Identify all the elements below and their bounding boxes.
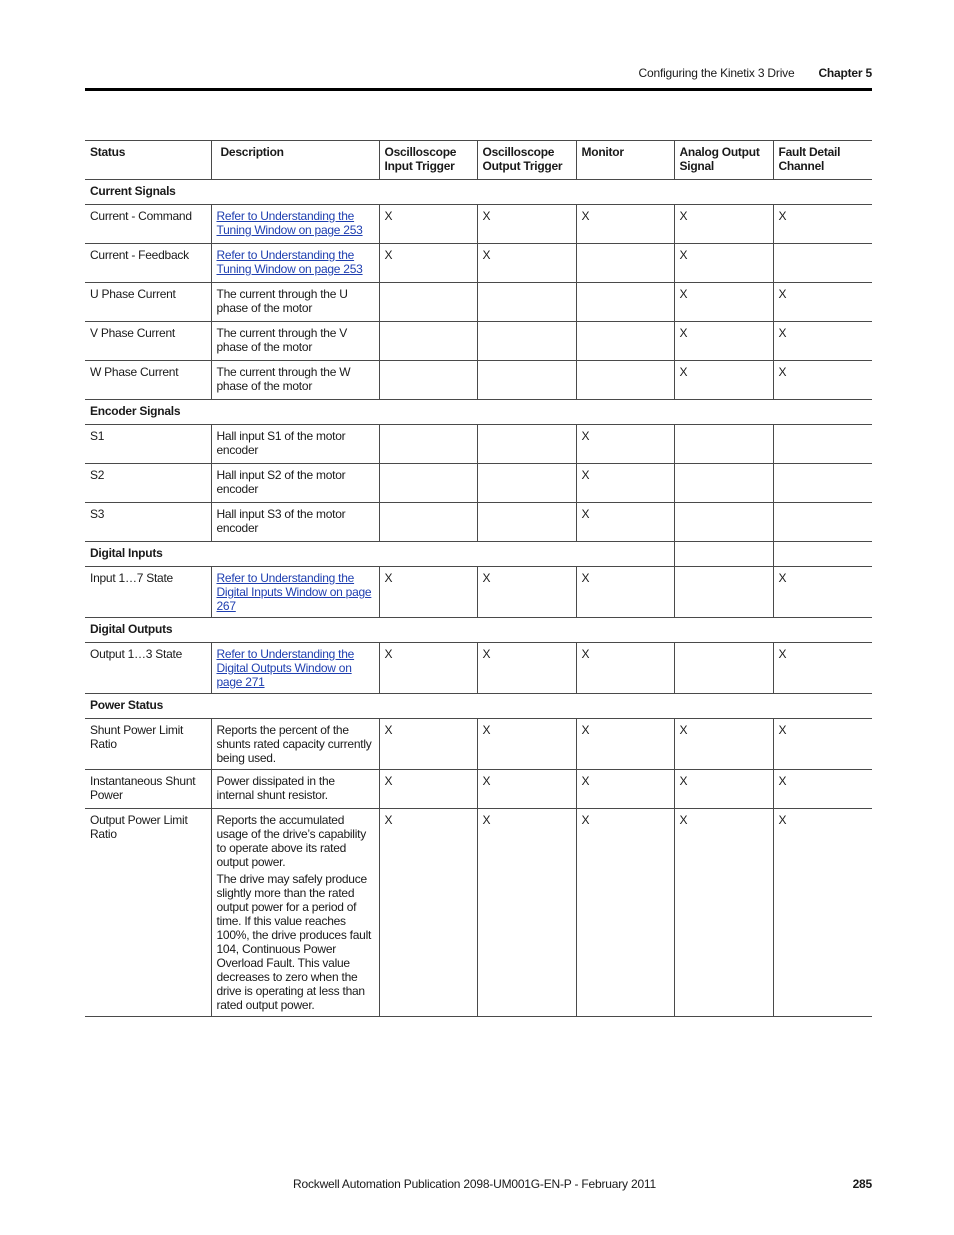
running-header — [639, 66, 872, 80]
table-row — [85, 244, 872, 283]
mark-cell — [477, 503, 576, 542]
mark-cell: X — [674, 809, 773, 1017]
mark-cell: X — [674, 322, 773, 361]
section-title: Digital Outputs — [85, 618, 872, 643]
mark-cell — [379, 503, 477, 542]
description-cell — [211, 244, 379, 283]
mark-cell — [477, 425, 576, 464]
status-cell: Input 1…7 State — [85, 567, 211, 618]
status-cell: S3 — [85, 503, 211, 542]
description-text: The drive may safely produce slightly more than the rated output power for a period of time. If this value reaches 100%, the drive produces fault 104, Continuous Power Overload Fault. This value decreases to zero when the drive is operating at less than rated output power. — [216, 872, 372, 1012]
reference-link[interactable]: Refer to Understanding the Tuning Window on page 253 — [216, 209, 363, 237]
description-cell — [211, 283, 379, 322]
mark-cell: X — [773, 719, 872, 770]
description-text: The current through the V phase of the motor — [216, 326, 347, 354]
mark-cell: X — [773, 361, 872, 400]
mark-cell: X — [477, 770, 576, 809]
status-cell: Current - Command — [85, 205, 211, 244]
description-cell — [211, 425, 379, 464]
mark-cell: X — [576, 425, 674, 464]
mark-cell — [379, 464, 477, 503]
description-cell — [211, 464, 379, 503]
status-cell: Output 1…3 State — [85, 643, 211, 694]
mark-cell: X — [477, 205, 576, 244]
mark-cell — [576, 283, 674, 322]
description-text: Reports the accumulated usage of the drive’s capability to operate above its rated output power. — [216, 813, 366, 869]
status-cell: S2 — [85, 464, 211, 503]
mark-cell: X — [379, 643, 477, 694]
description-text: Hall input S2 of the motor encoder — [216, 468, 346, 496]
column-header: Description — [211, 141, 379, 180]
description-cell — [211, 719, 379, 770]
mark-cell: X — [379, 719, 477, 770]
description-text: Hall input S1 of the motor encoder — [216, 429, 346, 457]
section-row — [85, 542, 872, 567]
table-row — [85, 567, 872, 618]
section-row — [85, 694, 872, 719]
table-row — [85, 770, 872, 809]
table-row — [85, 503, 872, 542]
mark-cell: X — [379, 567, 477, 618]
header-title: Configuring the Kinetix 3 Drive — [638, 66, 795, 80]
mark-cell: X — [477, 244, 576, 283]
page-number: 285 — [852, 1177, 872, 1191]
mark-cell: X — [379, 809, 477, 1017]
mark-cell — [674, 425, 773, 464]
status-cell: Shunt Power Limit Ratio — [85, 719, 211, 770]
signal-table — [85, 140, 872, 1017]
description-text: The current through the W phase of the motor — [216, 365, 351, 393]
status-cell: Instantaneous Shunt Power — [85, 770, 211, 809]
header-chapter: Chapter 5 — [818, 66, 872, 80]
description-cell — [211, 322, 379, 361]
section-row — [85, 180, 872, 205]
status-cell: U Phase Current — [85, 283, 211, 322]
mark-cell: X — [379, 205, 477, 244]
mark-cell — [773, 503, 872, 542]
mark-cell — [674, 567, 773, 618]
mark-cell: X — [773, 205, 872, 244]
mark-cell: X — [674, 205, 773, 244]
description-text: Power dissipated in the internal shunt resistor. — [216, 774, 335, 802]
mark-cell — [477, 361, 576, 400]
table-row — [85, 205, 872, 244]
mark-cell: X — [773, 643, 872, 694]
header-rule — [85, 88, 872, 91]
mark-cell — [674, 503, 773, 542]
mark-cell — [576, 322, 674, 361]
column-header: Oscilloscope Input Trigger — [379, 141, 477, 180]
page-header — [85, 0, 872, 92]
description-text: Hall input S3 of the motor encoder — [216, 507, 346, 535]
mark-cell: X — [379, 244, 477, 283]
status-cell: W Phase Current — [85, 361, 211, 400]
mark-cell: X — [773, 567, 872, 618]
description-cell — [211, 205, 379, 244]
mark-cell — [379, 361, 477, 400]
mark-cell — [674, 643, 773, 694]
description-cell — [211, 770, 379, 809]
column-header: Status — [85, 141, 211, 180]
reference-link[interactable]: Refer to Understanding the Digital Inputs Window on page 267 — [216, 571, 372, 613]
mark-cell — [674, 464, 773, 503]
mark-cell: X — [674, 361, 773, 400]
mark-cell: X — [576, 770, 674, 809]
table-row — [85, 322, 872, 361]
table-header-row — [85, 141, 872, 180]
column-header: Monitor — [576, 141, 674, 180]
mark-cell: X — [773, 322, 872, 361]
section-title: Power Status — [85, 694, 872, 719]
mark-cell — [773, 244, 872, 283]
mark-cell: X — [576, 205, 674, 244]
table-row — [85, 464, 872, 503]
description-cell — [211, 361, 379, 400]
mark-cell: X — [773, 283, 872, 322]
description-cell — [211, 809, 379, 1017]
mark-cell — [773, 425, 872, 464]
status-cell: Current - Feedback — [85, 244, 211, 283]
footer-publication: Rockwell Automation Publication 2098-UM001G-EN-P - February 2011 — [293, 1177, 656, 1191]
table-cell — [674, 542, 773, 567]
mark-cell: X — [576, 567, 674, 618]
table-cell — [773, 542, 872, 567]
section-row — [85, 618, 872, 643]
table-row — [85, 643, 872, 694]
description-cell — [211, 567, 379, 618]
mark-cell: X — [477, 643, 576, 694]
mark-cell: X — [674, 770, 773, 809]
mark-cell: X — [576, 719, 674, 770]
column-header: Oscilloscope Output Trigger — [477, 141, 576, 180]
description-cell — [211, 503, 379, 542]
table-body — [85, 180, 872, 1017]
mark-cell: X — [477, 567, 576, 618]
column-header: Fault Detail Channel — [773, 141, 872, 180]
table-row — [85, 809, 872, 1017]
mark-cell: X — [773, 770, 872, 809]
section-title: Encoder Signals — [85, 400, 872, 425]
mark-cell — [379, 283, 477, 322]
mark-cell — [477, 322, 576, 361]
description-text: Reports the percent of the shunts rated capacity currently being used. — [216, 723, 372, 765]
section-title: Current Signals — [85, 180, 872, 205]
status-cell: S1 — [85, 425, 211, 464]
mark-cell — [576, 244, 674, 283]
section-row — [85, 400, 872, 425]
section-title: Digital Inputs — [85, 542, 674, 567]
mark-cell — [477, 283, 576, 322]
table-row — [85, 361, 872, 400]
mark-cell: X — [576, 643, 674, 694]
mark-cell: X — [576, 809, 674, 1017]
reference-link[interactable]: Refer to Understanding the Tuning Window on page 253 — [216, 248, 363, 276]
mark-cell: X — [674, 244, 773, 283]
mark-cell — [576, 361, 674, 400]
status-cell: V Phase Current — [85, 322, 211, 361]
table-row — [85, 425, 872, 464]
description-cell — [211, 643, 379, 694]
status-cell: Output Power Limit Ratio — [85, 809, 211, 1017]
column-header: Analog Output Signal — [674, 141, 773, 180]
description-text: The current through the U phase of the motor — [216, 287, 348, 315]
mark-cell: X — [674, 283, 773, 322]
mark-cell — [773, 464, 872, 503]
mark-cell: X — [477, 719, 576, 770]
mark-cell — [379, 322, 477, 361]
mark-cell: X — [477, 809, 576, 1017]
mark-cell: X — [576, 503, 674, 542]
reference-link[interactable]: Refer to Understanding the Digital Outputs Window on page 271 — [216, 647, 355, 689]
mark-cell — [477, 464, 576, 503]
mark-cell: X — [379, 770, 477, 809]
mark-cell: X — [674, 719, 773, 770]
mark-cell: X — [773, 809, 872, 1017]
table-row — [85, 719, 872, 770]
mark-cell — [379, 425, 477, 464]
mark-cell: X — [576, 464, 674, 503]
table-row — [85, 283, 872, 322]
